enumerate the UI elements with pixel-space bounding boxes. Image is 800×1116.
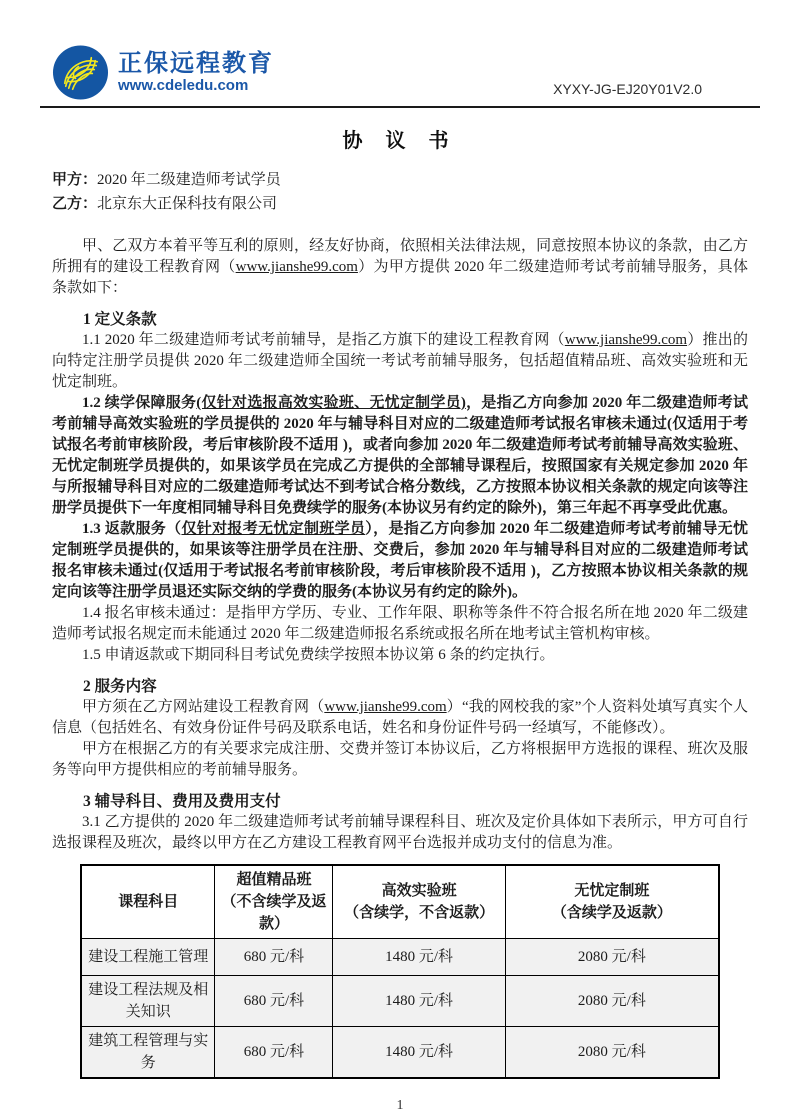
clause-1-3-underlined: 仅针对报考无忧定制班学员 [181,521,366,537]
brand-url: www.cdeledu.com [118,76,249,94]
doc-code: XYXY-JG-EJ20Y01V2.0 [553,81,702,97]
party-b-label: 乙方： [52,196,98,212]
subject-cell: 建设工程法规及相关知识 [81,976,215,1027]
price-cell: 2080 元/科 [505,976,719,1027]
clause-1-1 [52,330,748,393]
subject-cell: 建筑工程管理与实务 [81,1027,215,1079]
price-cell: 680 元/科 [215,939,333,976]
column-header-title: 课程科目 [118,894,179,910]
column-header-subtitle: （含续学及返款） [551,905,672,921]
brand-logo-icon [52,44,109,101]
clause-1-3 [52,519,748,603]
price-cell: 1480 元/科 [333,939,505,976]
table-row [81,976,719,1027]
price-cell: 680 元/科 [215,976,333,1027]
subject-cell: 建设工程施工管理 [81,939,215,976]
column-header-worryfree [505,865,719,939]
price-cell: 680 元/科 [215,1027,333,1079]
price-cell: 2080 元/科 [505,1027,719,1079]
jianshe99-link[interactable]: www.jianshe99.com [324,699,447,715]
price-cell: 2080 元/科 [505,939,719,976]
section-2-heading: 2 服务内容 [83,678,157,695]
price-cell: 1480 元/科 [333,1027,505,1079]
intro-text-1: 甲、乙双方本着平等互利的原则，经友好协商，依照相关法律法规，同意按照本协议的条款，由乙方所拥有的建设工程教育网（ [52,238,748,275]
page-number: 1 [396,1098,404,1113]
table-header-row [81,865,719,939]
price-cell: 1480 元/科 [333,976,505,1027]
table-row [81,939,719,976]
intro-text-2: ）为甲方提供 2020 年二级建造师考试考前辅导服务，具体条款如下： [52,259,748,296]
clause-1-5: 1.5 申请返款或下期同科目考试免费续学按照本协议第 6 条的约定执行。 [82,647,555,663]
clause-1-3-text-2: ），是指乙方向参加 2020 年二级建造师考试考前辅导无忧定制班学员提供的，如果该等注册学员在注册、交费后，参加 2020 年与辅导科目对应的二级建造师考试报名审核未通过(仅适用于考试报名考前审核阶段，考后审核阶段不适用 )，乙方按照本协议相关条款的规定向该等注册学员退还实际交纳的学费的服务(本协议另有约定的除外)。 [52,521,748,600]
jianshe99-link[interactable]: www.jianshe99.com [235,259,358,275]
intro-paragraph [52,236,748,299]
party-a-line [52,168,748,192]
column-header-title: 高效实验班 [381,883,457,899]
header [52,44,748,101]
section-3-heading: 3 辅导科目、费用及费用支付 [83,793,281,810]
column-header-efficient [333,865,505,939]
fee-table [80,864,720,1079]
clause-1-2 [52,393,748,519]
party-b-value: 北京东大正保科技有限公司 [97,196,278,212]
party-a-value: 2020 年二级建造师考试学员 [97,172,281,188]
section-2-text-1: 甲方须在乙方网站建设工程教育网（ [82,699,325,715]
section-2-text-2: ）“我的网校我的家”个人资料处填写真实个人信息（包括姓名、有效身份证件号码及联系电话，姓名和身份证件号码一经填写，不能修改）。 [52,699,748,736]
jianshe99-link[interactable]: www.jianshe99.com [564,332,688,348]
clause-1-1-text-1: 1.1 2020 年二级建造师考试考前辅导，是指乙方旗下的建设工程教育网（ [82,332,565,348]
clause-1-2-text-2: ，是指乙方向参加 2020 年二级建造师考试考前辅导高效实验班的学员提供的 2020 年与辅导科目对应的二级建造师考试报名审核未通过(仅适用于考试报名考前审核阶段，考后审核阶段不适用 )，或者向参加 2020 年二级建造师考试考前辅导高效实验班、无忧定制班学员提供的，如果该学员在完成乙方提供的全部辅导课程后，按照国家有关规定参加 2020 年与所报辅导科目对应的二级建造师考试达不到考试合格分数线，乙方按照本协议相关条款的规定向该等注册学员提供下一年度相同辅导科目免费续学的服务(本协议另有约定的除外)，第三年起不再享受此优惠。 [52,395,748,516]
section-2-paragraph-2: 甲方在根据乙方的有关要求完成注册、交费并签订本协议后，乙方将根据甲方选报的课程、班次及服务等向甲方提供相应的考前辅导服务。 [52,741,748,778]
section-3-paragraph-1: 3.1 乙方提供的 2020 年二级建造师考试考前辅导课程科目、班次及定价具体如下表所示，甲方可自行选报课程及班次，最终以甲方在乙方建设工程教育网平台选报并成功支付的信息为准。 [52,814,748,851]
party-b-line [52,192,748,216]
clause-1-2-underlined: (仅针对选报高效实验班、无忧定制学员) [196,395,466,411]
clause-1-2-text-1: 1.2 续学保障服务 [82,395,197,411]
column-header-title: 超值精品班 [236,872,312,888]
clause-1-1-text-2: ）推出的向特定注册学员提供 2020 年二级建造师全国统一考试考前辅导服务，包括超值精品班、高效实验班和无忧定制班。 [52,332,748,390]
party-a-label: 甲方： [52,172,98,188]
column-header-subtitle: （不含续学及返款） [221,894,327,932]
column-header-title: 无忧定制班 [574,883,650,899]
section-2-paragraph-1 [52,697,748,739]
column-header-subject [81,865,215,939]
section-1-heading: 1 定义条款 [83,311,157,328]
brand [52,44,274,101]
clause-1-3-text-1: 1.3 返款服务（ [82,521,182,537]
clause-1-4: 1.4 报名审核未通过：是指甲方学历、专业、工作年限、职称等条件不符合报名所在地 2020 年二级建造师考试报名规定而未能通过 2020 年二级建造师报名系统或报名所在地考试主管机构审核。 [52,605,748,642]
column-header-basic [215,865,333,939]
brand-text [118,51,274,95]
brand-name: 正保远程教育 [118,49,274,77]
column-header-subtitle: （含续学，不含返款） [344,905,495,921]
header-divider [40,106,760,108]
page-title: 协 议 书 [342,130,458,152]
table-row [81,1027,719,1079]
